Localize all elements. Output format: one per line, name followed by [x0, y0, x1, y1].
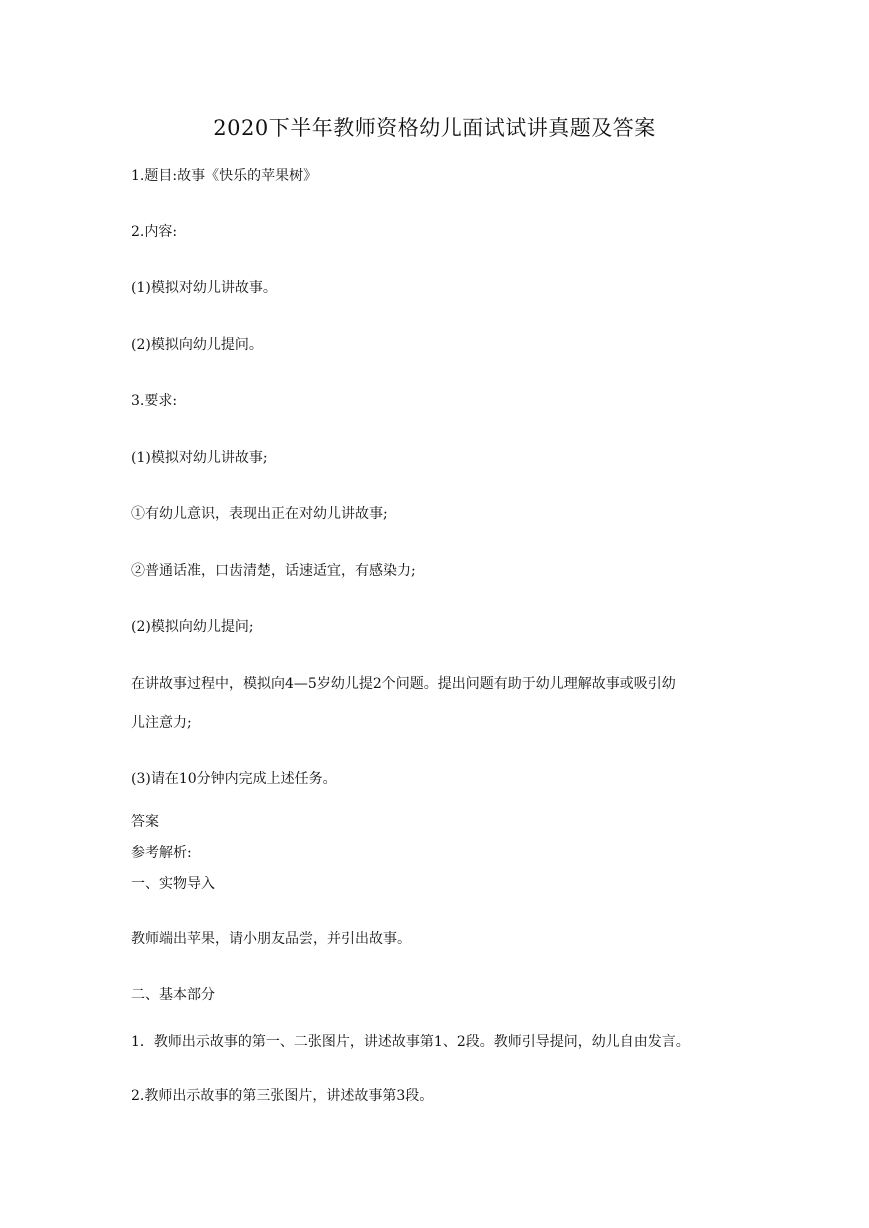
content-item-2: (2)模拟向幼儿提问。 [131, 337, 263, 353]
part-two-step-1: 1．教师出示故事的第一、二张图片，讲述故事第1、2段。教师引导提问，幼儿自由发言。 [131, 1034, 690, 1050]
requirement-2: (2)模拟向幼儿提问; [131, 619, 254, 635]
part-two-step-2: 2.教师出示故事的第三张图片，讲述故事第3段。 [131, 1088, 434, 1104]
requirement-2-detail-cont: 儿注意力; [131, 715, 192, 731]
requirement-1-point-a: ①有幼儿意识，表现出正在对幼儿讲故事; [131, 506, 388, 522]
content-item-1: (1)模拟对幼儿讲故事。 [131, 280, 277, 296]
section-content-heading: 2.内容: [131, 224, 178, 240]
requirement-1: (1)模拟对幼儿讲故事; [131, 450, 268, 466]
requirement-2-detail: 在讲故事过程中，模拟向4—5岁幼儿提2个问题。提出问题有助于幼儿理解故事或吸引幼 [131, 676, 676, 692]
analysis-heading: 参考解析: [131, 845, 192, 861]
section-requirements-heading: 3.要求: [131, 393, 178, 409]
part-two-heading: 二、基本部分 [131, 987, 215, 1003]
answer-heading: 答案 [131, 814, 159, 830]
question-topic: 1.题目:故事《快乐的苹果树》 [131, 168, 318, 184]
document-title: 2020下半年教师资格幼儿面试试讲真题及答案 [213, 116, 656, 140]
requirement-1-point-b: ②普通话准，口齿清楚，话速适宜，有感染力; [131, 563, 416, 579]
requirement-3: (3)请在10分钟内完成上述任务。 [131, 771, 337, 787]
part-one-heading: 一、实物导入 [131, 876, 215, 892]
part-one-text: 教师端出苹果，请小朋友品尝，并引出故事。 [131, 931, 411, 947]
